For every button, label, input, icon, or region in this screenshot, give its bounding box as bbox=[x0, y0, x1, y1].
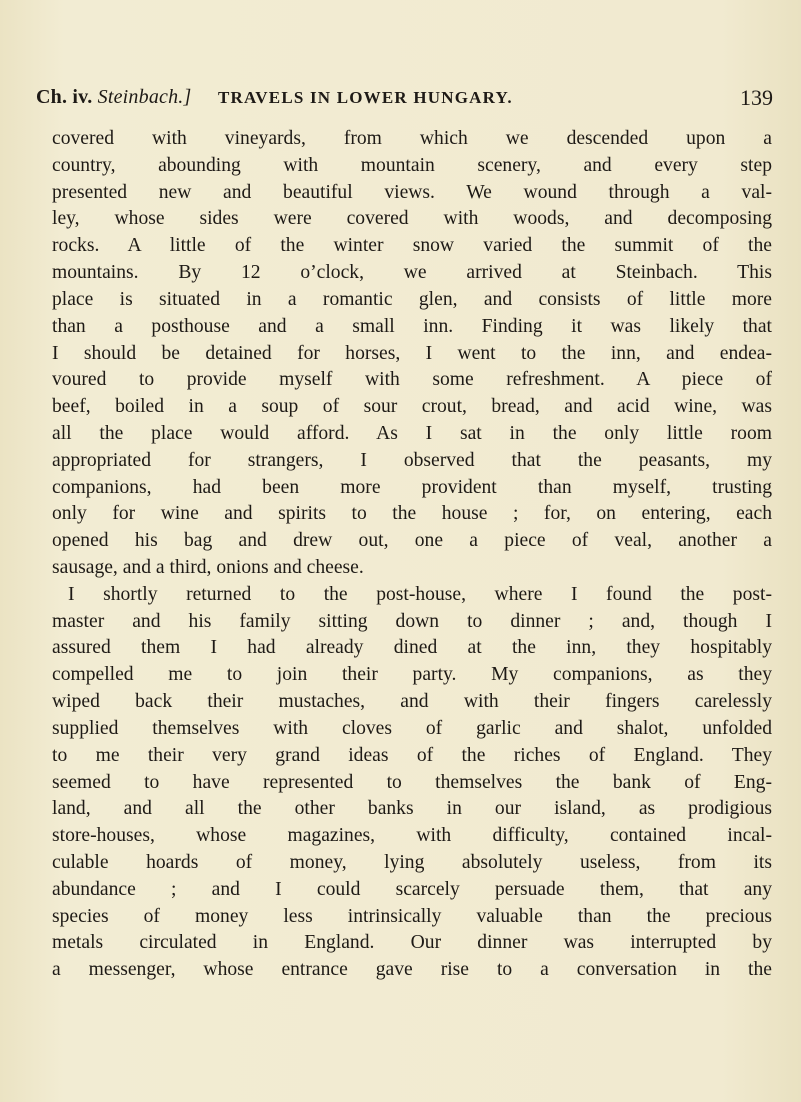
place-name: Steinbach.] bbox=[97, 86, 192, 108]
text-line: mountains. By 12 o’clock, we arrived at Steinbach. This bbox=[52, 262, 772, 284]
text-line: covered with vineyards, from which we descended upon a bbox=[52, 128, 772, 149]
text-line: place is situated in a romantic glen, and consists of little more bbox=[52, 288, 772, 310]
body-text bbox=[52, 126, 772, 984]
text-line: supplied themselves with cloves of garlic and shalot, unfolded bbox=[52, 717, 772, 739]
text-line: assured them I had already dined at the inn, they hospitably bbox=[52, 637, 772, 659]
text-line: compelled me to join their party. My companions, as they bbox=[52, 664, 772, 686]
text-line: land, and all the other banks in our island, as prodigious bbox=[52, 798, 772, 820]
text-line: to me their very grand ideas of the riches of England. They bbox=[52, 744, 772, 766]
text-line: than a posthouse and a small inn. Finding it was likely that bbox=[52, 315, 772, 337]
text-line: all the place would afford. As I sat in the only little room bbox=[52, 422, 772, 444]
text-line: seemed to have represented to themselves the bank of Eng- bbox=[52, 771, 772, 793]
text-line: rocks. A little of the winter snow varied the summit of the bbox=[52, 235, 772, 257]
running-title: TRAVELS IN LOWER HUNGARY. bbox=[218, 88, 513, 107]
text-line: ley, whose sides were covered with woods, and decomposing bbox=[52, 208, 772, 230]
text-line: companions, had been more provident than myself, trusting bbox=[52, 476, 772, 498]
text-line: I shortly returned to the post-house, where I found the post- bbox=[68, 583, 772, 605]
text-line: country, abounding with mountain scenery, and every step bbox=[52, 154, 772, 176]
text-line: opened his bag and drew out, one a piece of veal, another a bbox=[52, 530, 772, 552]
chapter-number: Ch. iv. bbox=[36, 86, 93, 108]
text-line: master and his family sitting down to dinner ; and, though I bbox=[52, 610, 772, 632]
text-line: beef, boiled in a soup of sour crout, bread, and acid wine, was bbox=[52, 396, 772, 418]
text-line: voured to provide myself with some refreshment. A piece of bbox=[52, 369, 772, 391]
text-line: only for wine and spirits to the house ; for, on entering, each bbox=[52, 503, 772, 525]
text-line: I should be detained for horses, I went to the inn, and endea- bbox=[52, 342, 772, 364]
chapter-reference bbox=[36, 86, 191, 109]
text-line: presented new and beautiful views. We wound through a val- bbox=[52, 181, 772, 203]
text-line: culable hoards of money, lying absolutely useless, from its bbox=[52, 851, 772, 873]
running-header bbox=[36, 86, 773, 116]
text-line: appropriated for strangers, I observed that the peasants, my bbox=[52, 449, 772, 471]
text-line: metals circulated in England. Our dinner was interrupted by bbox=[52, 932, 772, 954]
page-number: 139 bbox=[740, 85, 773, 110]
text-line: a messenger, whose entrance gave rise to a conversation in the bbox=[52, 959, 772, 981]
text-line: species of money less intrinsically valuable than the precious bbox=[52, 905, 772, 927]
text-line: sausage, and a third, onions and cheese. bbox=[52, 557, 364, 578]
text-line: store-houses, whose magazines, with difficulty, contained incal- bbox=[52, 825, 772, 847]
text-line: abundance ; and I could scarcely persuade them, that any bbox=[52, 878, 772, 900]
text-line: wiped back their mustaches, and with their fingers carelessly bbox=[52, 691, 772, 713]
